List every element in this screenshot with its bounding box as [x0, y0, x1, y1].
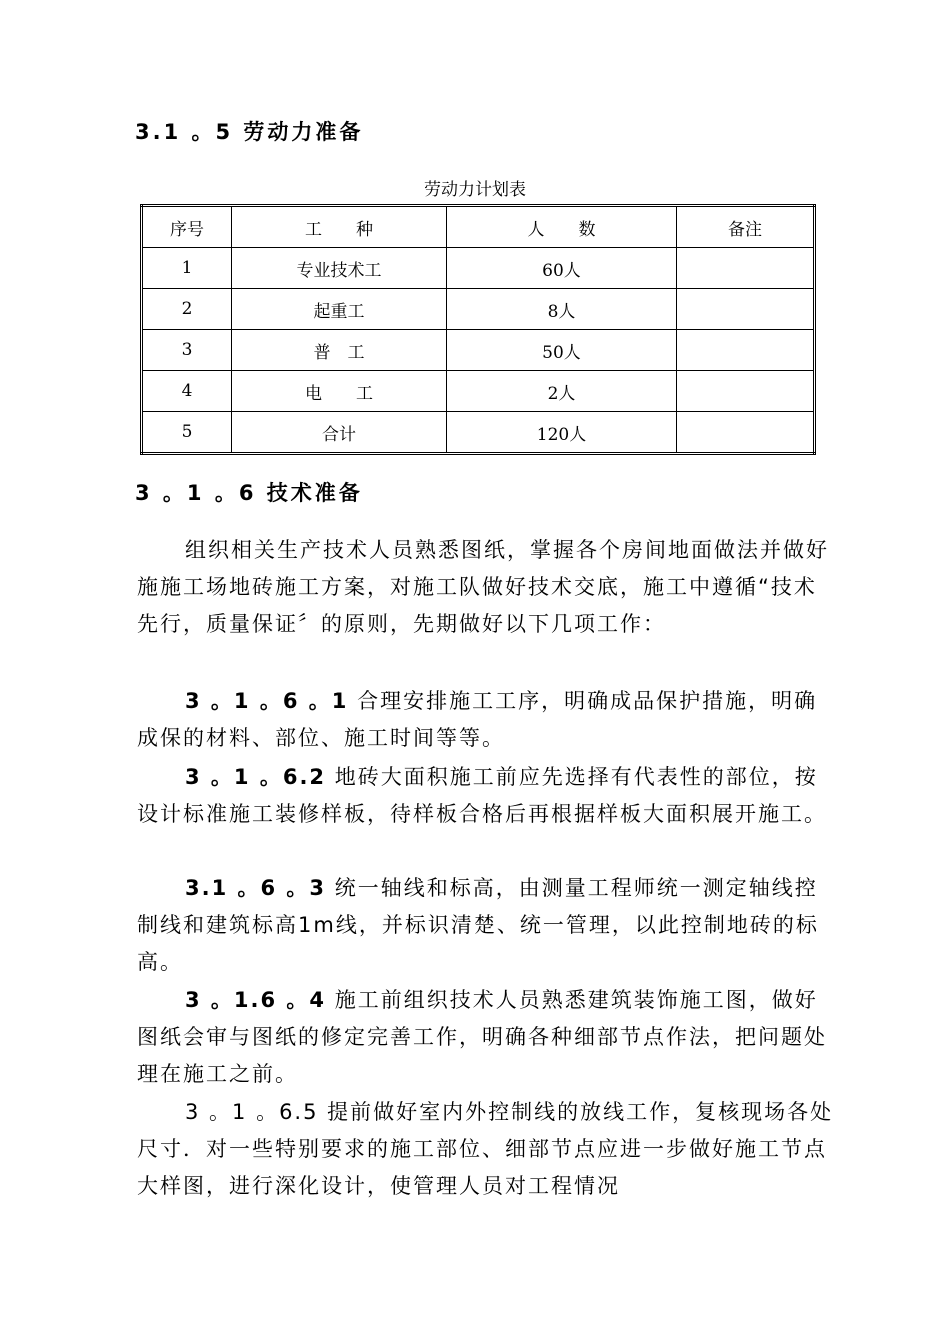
cell-trade: 电 工	[232, 371, 447, 412]
list-item	[137, 683, 837, 757]
table-row	[142, 330, 815, 371]
header-cell-remark: 备注	[677, 206, 815, 248]
table-header-row	[142, 206, 815, 248]
cell-count: 50人	[447, 330, 677, 371]
section-heading-labor: 3.1 。5 劳动力准备	[135, 120, 364, 144]
item-number: 3 。1 。6.5	[185, 1100, 319, 1124]
cell-remark	[677, 289, 815, 330]
table-row	[142, 412, 815, 454]
item-text: 地砖大面积施工前应先选择有代表性的部位，按设计标准施工装修样板，待样板合格后再根据样板大面积展开施工。	[137, 765, 827, 826]
item-number: 3 。1.6 。4	[185, 988, 327, 1012]
item-number: 3 。1 。6.2	[185, 765, 327, 789]
cell-remark	[677, 330, 815, 371]
cell-remark	[677, 412, 815, 454]
cell-trade: 普 工	[232, 330, 447, 371]
section-heading-technical: 3 。1 。6 技术准备	[135, 481, 363, 505]
list-item	[137, 982, 837, 1093]
item-text: 施工前组织技术人员熟悉建筑装饰施工图，做好图纸会审与图纸的修定完善工作，明确各种细部节点作法，把问题处理在施工之前。	[137, 988, 827, 1086]
header-cell-no: 序号	[142, 206, 232, 248]
cell-no: 2	[142, 289, 232, 330]
table-caption: 劳动力计划表	[424, 180, 526, 200]
table-row	[142, 371, 815, 412]
cell-no: 4	[142, 371, 232, 412]
cell-trade: 起重工	[232, 289, 447, 330]
header-cell-count: 人 数	[447, 206, 677, 248]
intro-text: 组织相关生产技术人员熟悉图纸，掌握各个房间地面做法并做好施施工场地砖施工方案，对施工队做好技术交底，施工中遵循“技术先行，质量保证〞的原则，先期做好以下几项工作：	[137, 538, 829, 636]
item-text: 统一轴线和标高，由测量工程师统一测定轴线控制线和建筑标高1m线，并标识清楚、统一管理，以此控制地砖的标高。	[137, 876, 819, 974]
cell-count: 60人	[447, 248, 677, 289]
cell-no: 3	[142, 330, 232, 371]
cell-count: 120人	[447, 412, 677, 454]
list-item	[137, 759, 837, 833]
cell-trade: 专业技术工	[232, 248, 447, 289]
cell-remark	[677, 371, 815, 412]
table-row	[142, 248, 815, 289]
cell-trade: 合计	[232, 412, 447, 454]
cell-count: 2人	[447, 371, 677, 412]
table-row	[142, 289, 815, 330]
item-number: 3 。1 。6 。1	[185, 689, 349, 713]
list-item	[137, 870, 837, 981]
cell-count: 8人	[447, 289, 677, 330]
cell-no: 5	[142, 412, 232, 454]
item-text: 提前做好室内外控制线的放线工作，复核现场各处尺寸．对一些特别要求的施工部位、细部节点应进一步做好施工节点大样图，进行深化设计，使管理人员对工程情况	[137, 1100, 834, 1198]
item-number: 3.1 。6 。3	[185, 876, 327, 900]
header-cell-trade: 工 种	[232, 206, 447, 248]
labor-plan-table	[140, 204, 816, 455]
cell-remark	[677, 248, 815, 289]
list-item	[137, 1094, 837, 1205]
intro-paragraph	[137, 532, 837, 643]
item-text: 合理安排施工工序，明确成品保护措施，明确成保的材料、部位、施工时间等等。	[137, 689, 818, 750]
cell-no: 1	[142, 248, 232, 289]
